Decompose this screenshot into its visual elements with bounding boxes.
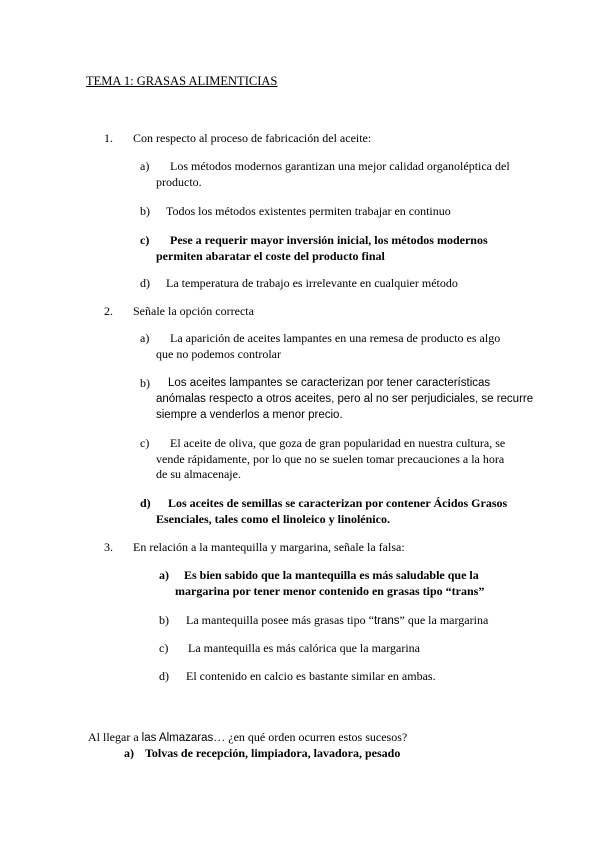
q2-b-line2: anómalas respecto a otros aceites, pero al no ser perjudiciales, se recurre [156, 393, 534, 405]
q3-text: En relación a la mantequilla y margarina, señale la falsa: [133, 540, 405, 554]
q1-c-letter: c) [140, 233, 150, 247]
q4-pre: Al llegar a [88, 730, 142, 744]
q2-c-line3: de su almacenaje. [156, 467, 241, 481]
q3-b-line1 [186, 613, 488, 629]
page-title: TEMA 1: GRASAS ALIMENTICIAS [86, 74, 278, 88]
q3-c-line1: La mantequilla es más calórica que la margarina [188, 641, 421, 655]
q2-c-line2: vende rápidamente, por lo que no se suelen tomar precauciones a la hora [156, 452, 505, 466]
q3-a-line1: Es bien sabido que la mantequilla es más saludable que la [184, 568, 479, 582]
q4-text [88, 730, 407, 746]
q3-number: 3. [104, 540, 113, 554]
q2-c-line1: El aceite de oliva, que goza de gran popularidad en nuestra cultura, se [170, 436, 506, 450]
q1-b-letter: b) [140, 204, 150, 218]
q3-d-line1: El contenido en calcio es bastante similar en ambas. [186, 669, 436, 683]
q2-number: 2. [104, 304, 113, 318]
q1-c-line1: Pese a requerir mayor inversión inicial, los métodos modernos [170, 233, 488, 247]
q1-a-line1: Los métodos modernos garantizan una mejor calidad organoléptica del [170, 159, 510, 173]
q2-a-letter: a) [140, 331, 150, 345]
q3-b-pre: La mantequilla posee más grasas tipo “ [186, 613, 374, 627]
q1-a-letter: a) [140, 159, 150, 173]
q1-number: 1. [104, 131, 113, 145]
q4-a-letter: a) [124, 746, 134, 760]
q2-b-letter: b) [140, 376, 150, 390]
q2-b-line3: siempre a venderlos a menor precio. [156, 409, 343, 421]
q2-d-line2: Esenciales, tales como el linoleico y linolénico. [156, 512, 390, 526]
q2-text: Señale la opción correcta [133, 304, 254, 318]
q3-b-post: ” que la margarina [399, 613, 489, 627]
q3-d-letter: d) [159, 669, 169, 683]
q4-place: las Almazaras [141, 732, 214, 744]
q1-a-line2: producto. [156, 175, 202, 189]
q2-a-line2: que no podemos controlar [156, 347, 281, 361]
q2-d-line1: Los aceites de semillas se caracterizan por contener Ácidos Grasos [168, 496, 508, 510]
q2-b-line1: Los aceites lampantes se caracterizan por tener características [168, 377, 491, 389]
q1-b-line1: Todos los métodos existentes permiten trabajar en continuo [166, 204, 451, 218]
q3-c-letter: c) [159, 641, 169, 655]
q2-c-letter: c) [140, 436, 150, 450]
q4-post: … ¿en qué orden ocurren estos sucesos? [213, 730, 408, 744]
q2-d-letter: d) [140, 496, 151, 510]
q3-a-line2: margarina por tener menor contenido en grasas tipo “trans” [175, 584, 485, 598]
q1-c-line2: permiten abaratar el coste del producto final [156, 249, 385, 263]
q1-d-letter: d) [140, 276, 150, 290]
q3-b-letter: b) [159, 613, 169, 627]
q4-a-line1: Tolvas de recepción, limpiadora, lavadora, pesado [145, 746, 401, 760]
q3-b-trans: trans [373, 615, 400, 627]
q1-d-line1: La temperatura de trabajo es irrelevante en cualquier método [166, 276, 458, 290]
q1-text: Con respecto al proceso de fabricación del aceite: [133, 131, 372, 145]
q3-a-letter: a) [159, 568, 169, 582]
q2-a-line1: La aparición de aceites lampantes en una remesa de producto es algo [170, 331, 501, 345]
